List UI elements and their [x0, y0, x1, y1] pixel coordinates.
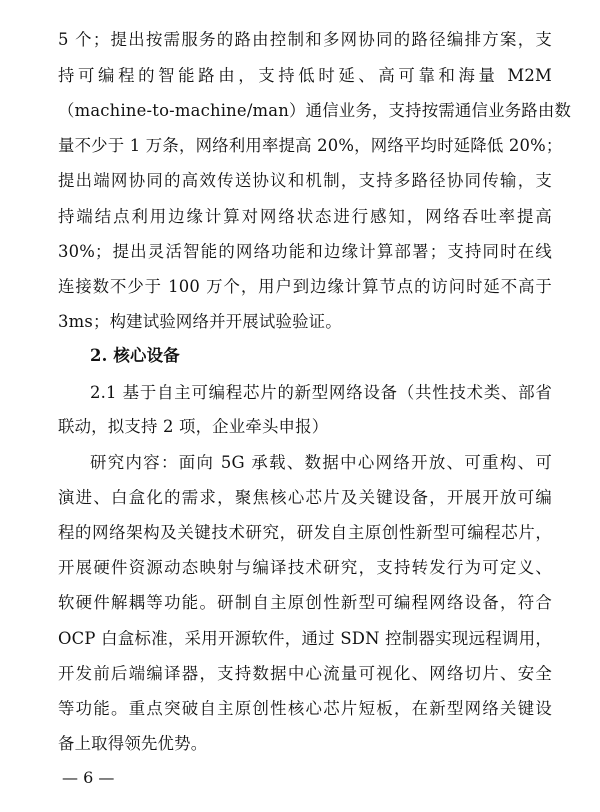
- research-content-line-7: 开发前后端编译器，支持数据中心流量可视化、网络切片、安全: [58, 664, 552, 683]
- page-number: — 6 —: [62, 768, 115, 787]
- body-text-line-7: 30%；提出灵活智能的网络功能和边缘计算部署；支持同时在线: [58, 242, 552, 261]
- body-text-line-1: 5 个；提出按需服务的路由控制和多网协同的路径编排方案，支: [58, 30, 552, 49]
- body-text-line-4: 量不少于 1 万条，网络利用率提高 20%，网络平均时延降低 20%；: [58, 136, 563, 155]
- subsection-title-line-1: 2.1 基于自主可编程芯片的新型网络设备（共性技术类、部省: [90, 383, 552, 402]
- research-content-line-3: 程的网络架构及关键技术研究，研发自主原创性新型可编程芯片，: [58, 523, 552, 542]
- research-content-line-8: 等功能。重点突破自主原创性核心芯片短板，在新型网络关键设: [58, 699, 552, 718]
- subsection-title-line-2: 联动，拟支持 2 项，企业牵头申报）: [58, 417, 329, 436]
- body-text-line-9: 3ms；构建试验网络并开展试验验证。: [58, 312, 342, 331]
- research-content-line-6: OCP 白盒标准，采用开源软件，通过 SDN 控制器实现远程调用，: [58, 629, 552, 648]
- research-content-line-5: 软硬件解耦等功能。研制自主原创性新型可编程网络设备，符合: [58, 593, 552, 612]
- body-text-line-3: （machine-to-machine/man）通信业务，支持按需通信业务路由数: [58, 101, 572, 120]
- research-content-line-2: 演进、白盒化的需求，聚焦核心芯片及关键设备，开展开放可编: [58, 488, 552, 507]
- research-content-line-9: 备上取得领先优势。: [58, 734, 208, 753]
- body-text-line-5: 提出端网协同的高效传送协议和机制，支持多路径协同传输，支: [58, 171, 552, 190]
- body-text-line-6: 持端结点利用边缘计算对网络状态进行感知，网络吞吐率提高: [58, 207, 552, 226]
- research-content-line-4: 开展硬件资源动态映射与编译技术研究，支持转发行为可定义、: [58, 558, 552, 577]
- section-heading: 2. 核心设备: [90, 346, 180, 365]
- body-text-line-8: 连接数不少于 100 万个，用户到边缘计算节点的访问时延不高于: [58, 277, 552, 296]
- research-content-line-1: 研究内容：面向 5G 承载、数据中心网络开放、可重构、可: [90, 453, 552, 472]
- body-text-line-2: 持可编程的智能路由，支持低时延、高可靠和海量 M2M: [58, 66, 552, 85]
